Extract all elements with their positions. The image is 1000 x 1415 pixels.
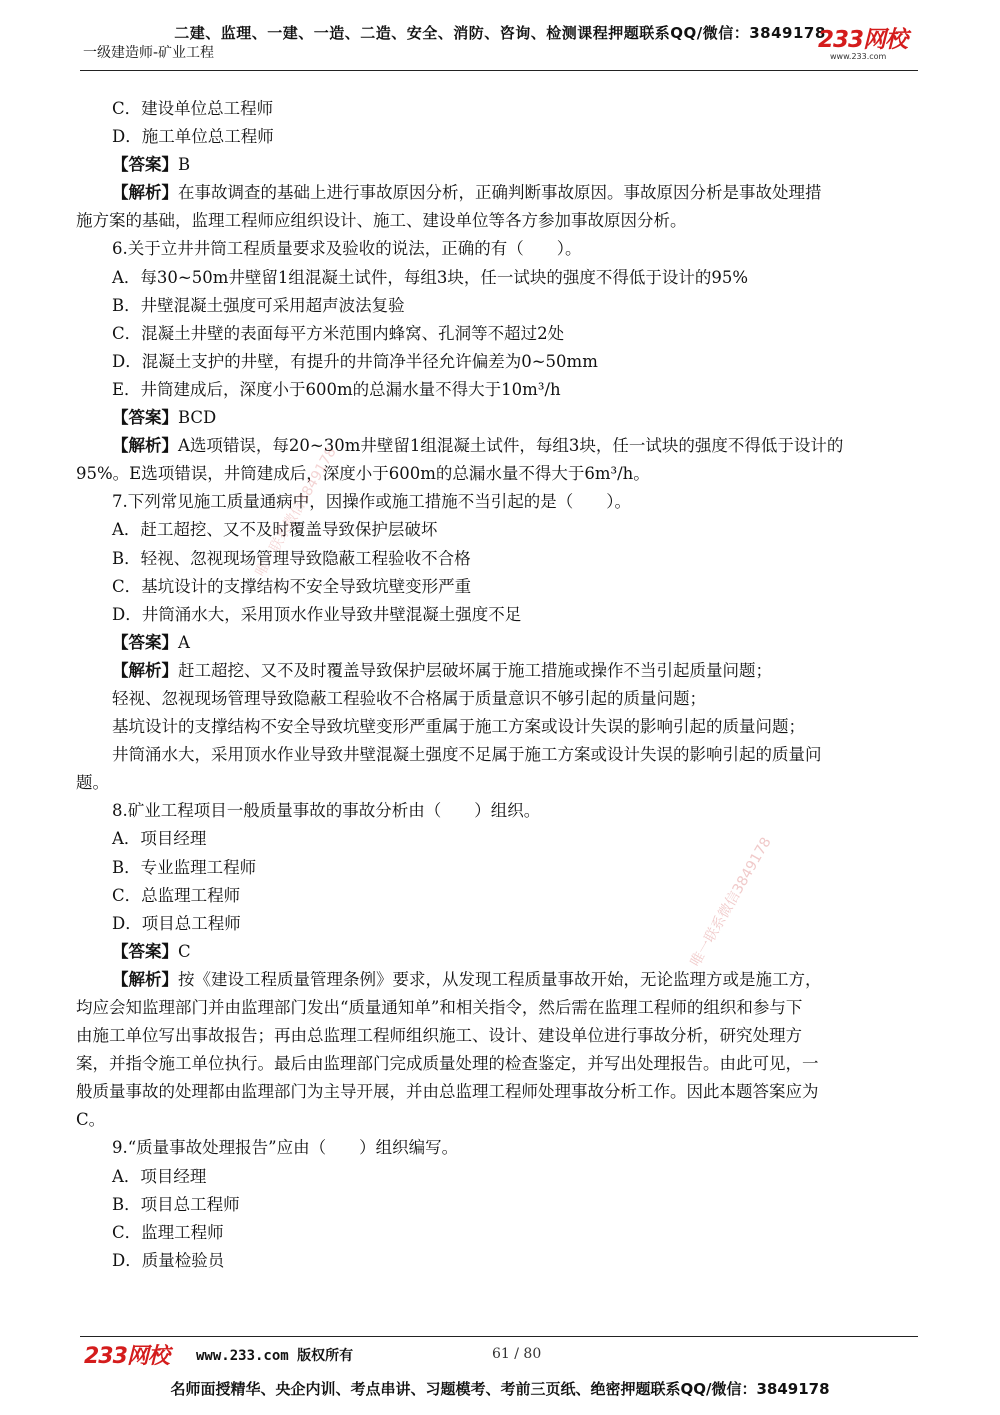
answer-tag: 【答案】 — [112, 155, 178, 175]
text-line — [76, 545, 918, 573]
line-text: C．基坑设计的支撑结构不安全导致坑壁变形严重 — [112, 576, 472, 596]
line-text: 按《建设工程质量管理条例》要求，从发现工程质量事故开始，无论监理方或是施工方， — [178, 969, 822, 989]
text-line — [76, 488, 918, 516]
line-text: 轻视、忽视现场管理导致隐蔽工程验收不合格属于质量意识不够引起的质量问题； — [112, 688, 706, 708]
text-line — [76, 1134, 918, 1162]
footer-logo: 233网校 — [84, 1344, 169, 1369]
line-text: 般质量事故的处理都由监理部门为主导开展，并由总监理工程师处理事故分析工作。因此本题答案应为 — [76, 1082, 819, 1102]
line-text: A．项目经理 — [112, 1166, 207, 1186]
answer-tag: 【答案】 — [112, 632, 178, 652]
page-number: 61 / 80 — [492, 1346, 542, 1362]
answer-line — [76, 179, 918, 207]
text-line — [76, 882, 918, 910]
line-text: B．井壁混凝土强度可采用超声波法复验 — [112, 295, 405, 315]
answer-line — [76, 629, 918, 657]
line-text: C．混凝土井壁的表面每平方米范围内蜂窝、孔洞等不超过2处 — [112, 323, 565, 343]
line-text: B．轻视、忽视现场管理导致隐蔽工程验收不合格 — [112, 548, 471, 568]
answer-line — [76, 657, 918, 685]
line-text: E．井筒建成后，深度小于600m的总漏水量不得大于10m³/h — [112, 379, 561, 399]
line-text: D．混凝土支护的井壁，有提升的井筒净半径允许偏差为0~50mm — [112, 351, 598, 371]
footer-banner: 名师面授精华、央企内训、考点串讲、习题模考、考前三页纸、绝密押题联系QQ/微信：3849178 — [170, 1380, 830, 1398]
text-line — [76, 376, 918, 404]
text-line — [76, 320, 918, 348]
line-text: D．井筒涌水大，采用顶水作业导致井壁混凝土强度不足 — [112, 604, 522, 624]
line-text: A选项错误，每20~30m井壁留1组混凝土试件，每组3块，任一试块的强度不得低于设计的 — [178, 436, 844, 456]
text-line — [76, 1022, 918, 1050]
line-text: 在事故调查的基础上进行事故原因分析，正确判断事故原因。事故原因分析是事故处理措 — [178, 183, 822, 203]
line-text: C．总监理工程师 — [112, 885, 241, 905]
text-line — [76, 910, 918, 938]
watermark-2: 唯一联系微信3849178 — [687, 834, 775, 970]
text-line — [76, 123, 918, 151]
answer-line — [76, 966, 918, 994]
line-text: 井筒涌水大，采用顶水作业导致井壁混凝土强度不足属于施工方案或设计失误的影响引起的质量问 — [112, 745, 822, 765]
line-text: C — [178, 941, 191, 961]
header-logo — [818, 28, 928, 64]
answer-tag: 【答案】 — [112, 408, 178, 428]
line-text: D．质量检验员 — [112, 1250, 225, 1270]
text-line — [76, 516, 918, 544]
text-line — [76, 1163, 918, 1191]
answer-tag: 【解析】 — [112, 660, 178, 680]
text-line — [76, 601, 918, 629]
answer-tag: 【解析】 — [112, 183, 178, 203]
text-line — [76, 95, 918, 123]
line-text: 施方案的基础，监理工程师应组织设计、施工、建设单位等各方参加事故原因分析。 — [76, 211, 687, 231]
header-subtitle: 一级建造师-矿业工程 — [83, 45, 215, 61]
text-line — [76, 854, 918, 882]
text-line — [76, 235, 918, 263]
line-text: C。 — [76, 1110, 106, 1130]
line-text: BCD — [178, 408, 217, 428]
line-text: A．项目经理 — [112, 829, 207, 849]
header-logo-text: 233网校 — [818, 27, 908, 53]
answer-tag: 【答案】 — [112, 941, 178, 961]
text-line — [76, 264, 918, 292]
line-text: 题。 — [76, 773, 109, 793]
text-line — [76, 1219, 918, 1247]
answer-line — [76, 151, 918, 179]
text-line — [76, 825, 918, 853]
answer-line — [76, 404, 918, 432]
line-text: D．施工单位总工程师 — [112, 127, 274, 147]
text-line — [76, 713, 918, 741]
document-body — [76, 95, 918, 1275]
line-text: A．每30~50m井壁留1组混凝土试件，每组3块，任一试块的强度不得低于设计的95% — [112, 267, 749, 287]
line-text: B — [178, 155, 191, 175]
line-text: 基坑设计的支撑结构不安全导致坑壁变形严重属于施工方案或设计失误的影响引起的质量问题； — [112, 717, 805, 737]
header-banner: 二建、监理、一建、一造、二造、安全、消防、咨询、检测课程押题联系QQ/微信：3849178 — [174, 24, 826, 42]
line-text: C．建设单位总工程师 — [112, 99, 274, 118]
line-text: 赶工超挖、又不及时覆盖导致保护层破坏属于施工措施或操作不当引起质量问题； — [178, 660, 772, 680]
header-divider — [80, 70, 918, 71]
watermark-1: 唯一联系微信3849178 — [252, 444, 340, 580]
text-line — [76, 741, 918, 769]
line-text: D．项目总工程师 — [112, 913, 241, 933]
line-text: 均应会知监理部门并由监理部门发出“质量通知单”和相关指令，然后需在监理工程师的组织和参与下 — [76, 998, 803, 1017]
text-line — [76, 797, 918, 825]
text-line — [76, 460, 918, 488]
text-line — [76, 1106, 918, 1134]
text-line — [76, 348, 918, 376]
text-line — [76, 994, 918, 1022]
footer-copyright: www.233.com 版权所有 — [196, 1348, 354, 1364]
text-line — [76, 292, 918, 320]
text-line — [76, 573, 918, 601]
text-line — [76, 207, 918, 235]
text-line — [76, 769, 918, 797]
text-line — [76, 1078, 918, 1106]
header-logo-url: www.233.com — [830, 52, 887, 61]
footer-divider — [80, 1336, 918, 1337]
line-text: A — [178, 632, 190, 652]
answer-line — [76, 432, 918, 460]
text-line — [76, 685, 918, 713]
line-text: 6.关于立井井筒工程质量要求及验收的说法，正确的有（ ）。 — [112, 239, 582, 259]
line-text: C．监理工程师 — [112, 1222, 224, 1242]
line-text: 9.“质量事故处理报告”应由（ ）组织编写。 — [112, 1138, 459, 1158]
line-text: 由施工单位写出事故报告；再由总监理工程师组织施工、设计、建设单位进行事故分析，研究处理方 — [76, 1026, 802, 1046]
line-text: B．项目总工程师 — [112, 1194, 240, 1214]
text-line — [76, 1191, 918, 1219]
line-text: 8.矿业工程项目一般质量事故的事故分析由（ ）组织。 — [112, 801, 541, 821]
answer-tag: 【解析】 — [112, 436, 178, 456]
text-line — [76, 1050, 918, 1078]
answer-line — [76, 938, 918, 966]
text-line — [76, 1247, 918, 1275]
line-text: 7.下列常见施工质量通病中，因操作或施工措施不当引起的是（ ）。 — [112, 492, 631, 512]
line-text: A．赶工超挖、又不及时覆盖导致保护层破坏 — [112, 520, 438, 540]
line-text: B．专业监理工程师 — [112, 857, 257, 877]
line-text: 95%。E选项错误，井筒建成后，深度小于600m的总漏水量不得大于6m³/h。 — [76, 464, 650, 484]
answer-tag: 【解析】 — [112, 969, 178, 989]
line-text: 案，并指令施工单位执行。最后由监理部门完成质量处理的检查鉴定，并写出处理报告。由此可见，一 — [76, 1054, 819, 1074]
